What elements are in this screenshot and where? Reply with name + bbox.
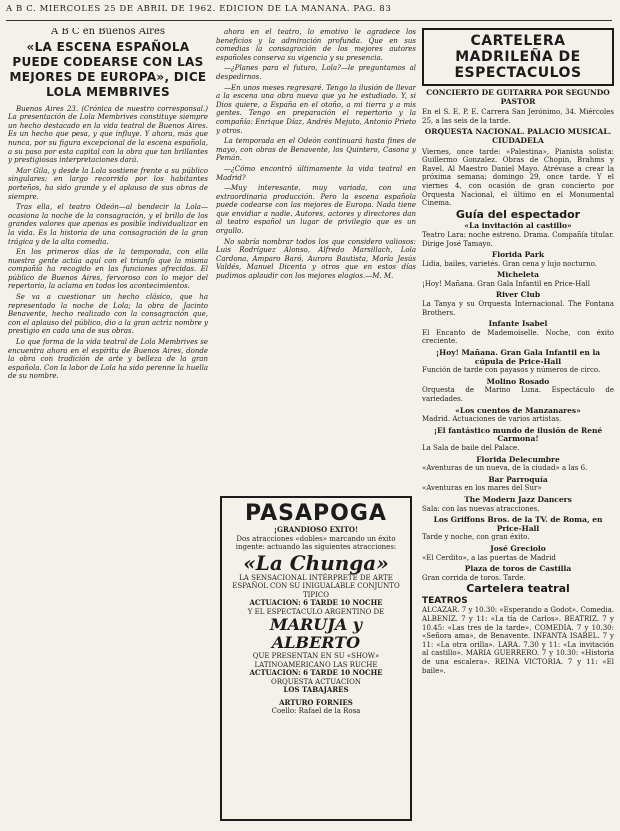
ad-line: ACTUACION: 6 TARDE 10 NOCHE [249,668,383,677]
listing-entry [422,565,614,582]
paragraph: La temporada en el Odeón continuará hasta fines de mayo, con obras de Benavente, los Quintero, Casona y Pemán. [216,137,416,163]
listing-text: «Aventuras en los mares del Sur» [422,484,542,493]
ad-footer: ARTURO FORNIES [279,697,353,707]
listing-entry [422,516,614,542]
article-body [8,105,208,381]
listing-text: Teatro Lara: noche estreno. Drama. Compañía titular. Dirige José Tamayo. [422,230,614,248]
listing-name: José Greciolo [490,543,546,553]
listing-entry [422,545,614,562]
paragraph: Tras ella, el teatro Odeón—al bendecir la Lola—ocasiona la noche de la consagración, y el brillo de los grandes valores que apenas es posible individualizar en la vida. Es la historia de una consagración de la gran trágica y de la alta comedia. [8,203,208,246]
article-headline: «LA ESCENA ESPAÑOLA PUEDE CODEARSE CON LAS MEJORES DE EUROPA», DICE LOLA MEMBRIVES [9,39,207,99]
listing-text: La Sala de baile del Palace. [422,443,520,452]
listing-name: Florida Delecumbre [476,454,560,464]
section-label: A B C en Buenos Aires [50,28,166,37]
page-header: A B C. MIERCOLES 25 DE ABRIL DE 1962. EDICION DE LA MAÑANA. PAG. 83 [6,4,612,21]
ad-line: LA SENSACIONAL INTÉRPRETE DE ARTE ESPAÑOL CON SU INIGUALABLE CONJUNTO TIPICO [232,573,400,599]
orquesta-info: Viernes, once tarde: «Palestina», Pianista solista: Guillermo Gonzalez. Obras de Chopin, Brahms y Ravel. Al Maestro Daniel Mayo. Atrévase a crear la próxima semana; domingo 29, once tarde. Y el viernes 4, con ocasión de gran concierto por Orquesta Nacional, el último en el Monumental Cinema. [422,147,614,208]
listing-name: Florida Park [491,250,545,260]
listing-name: Infante Isabel [488,319,548,329]
paragraph: En los primeros días de la temporada, con ella nuestra gente actúa aquí con el triunfo que la misma compañía ha recogido en las funciones ofrecidas. El público de Buenos Aires, fervoroso con lo mejor del repertorio, la aclama en todos los acontecimientos. [8,248,208,291]
listing-text: «El Cerdito», a las puertas de Madrid [422,553,556,562]
concert-title: CONCIERTO DE GUITARRA POR SEGUNDO PASTOR [426,88,610,106]
ad-line: Dos atracciones «dobles» marcando un éxito ingente: actuando las siguientes atracciones: [235,534,397,551]
listing-text: Madrid. Actuaciones de varios artistas. [422,415,562,424]
listing-text: Orquesta de Marino Luna. Espectáculo de variedades. [422,386,614,403]
paragraph: Lo que forma de la vida teatral de Lola Membrives se encuentra ahora en el espíritu de Buenos Aires, donde la obra con tradición de arte y belleza de la gran española. Con la labor de Lola ha sido perenne la huella de su nombre. [8,338,208,381]
listing-name: River Club [495,290,541,300]
listing-entry [422,222,614,248]
ad-line: QUE PRESENTAN EN SU «SHOW» LATINOAMERICANO LAS RUCHE [252,652,380,669]
column-2 [216,28,416,490]
listing-text: Lidia, bailes, varietés. Gran cena y lujo nocturno. [422,259,597,268]
listing-text: «Aventuras de un nueva, de la ciudad» a las 6. [422,464,588,473]
listing-entry [422,496,614,513]
column-3 [422,28,614,824]
column-1 [8,28,208,824]
paragraph: Se va a cuestionar un hecho clásico, que ha representado la noche de Lola; la obra de Jacinto Benavente, hecho realizado con la consagración que, con el aplauso del público, dio a la gran actriz nombre y prestigio en cada una de sus obras. [8,293,208,336]
teatros-label: TEATROS [422,595,468,606]
ad-star-maruja-alberto: MARUJA y ALBERTO [269,615,363,652]
listing-entry [422,251,614,268]
listing-text: La Tanya y su Orquesta Internacional. The Fontana Brothers. [422,300,614,317]
orquesta-title: ORQUESTA NACIONAL. PALACIO MUSICAL. CIUDADELA [424,127,612,145]
listing-text: ¡Hoy! Mañana. Gran Gala Infantil en Price-Hall [422,279,590,288]
listing-text: Función de tarde con payasos y números de circo. [422,366,601,375]
paragraph: ahora en el teatro, lo emotivo le agradece los beneficios y la admiración profunda. Que en sus comedias la consagración de los mejores autores españoles conserva su vigencia y su presencia. [216,28,416,62]
ad-line: LOS TABAJARES [283,685,349,694]
cartelera-title: CARTELERA MADRILEÑA DE ESPECTACULOS [454,33,582,81]
listing-name: Plaza de toros de Castilla [464,564,572,574]
ad-line: ORQUESTA ACTUACION [271,677,361,686]
listing-entry [422,378,614,404]
paragraph: —¿Planes para el futuro, Lola?—le preguntamos al despedirnos. [216,64,416,81]
listing-name: «Los cuentos de Manzanares» [455,405,581,415]
listing-entry [422,456,614,473]
ad-footer: Coello: Rafael de la Rosa [271,707,361,715]
ad-line: ACTUACION: 6 TARDE 10 NOCHE [249,598,383,607]
listing-text: Gran corrida de toros. Tarde. [422,573,526,582]
ad-line: ¡GRANDIOSO EXITO! [273,525,359,534]
listing-entry [422,427,614,453]
listing-entry [422,476,614,493]
concert-info: En el S. E. P. E. Carrera San Jerónimo, 34. Miércoles 25, a las seis de la tarde. [422,108,614,125]
listing-name: «La invitación al castillo» [464,221,572,231]
teatros-listing: ALCAZAR. 7 y 10.30: «Esperando a Godot». Comedia. ALBENIZ. 7 y 11: «La tía de Carlos». BEATRIZ. 7 y 10.45: «Las tres de la tarde». COMEDIA. 7 y 10.30: «Señora ama», de Benavente. INFANTA ISABEL. 7 y 11: «La otra orilla». LARA. 7.30 y 11: «La invitación al castillo». MARIA GUERRERO. 7 y 10.30: «Historia de una escalera». REINA VICTORIA. 7 y 11: «El baile». [422,606,614,675]
listing-entry [422,271,614,288]
listing-entry [422,407,614,424]
paragraph: —En unos meses regresaré. Tengo la ilusión de llevar a la escena una obra nueva que ya he estudiado. Y, si Dios quiere, a España en el otoño, a mi tierra y a mis gentes. Tengo en preparación el repertorio y la compañía: Enrique Díaz, Andrés Mejuto, Antonio Prieto y otros. [216,83,416,135]
ad-line: Y EL ESPECTACULO ARGENTINO DE [247,607,385,616]
ad-star-la-chunga: «La Chunga» [243,550,389,575]
listing-name: The Modern Jazz Dancers [464,494,572,504]
ad-brand: PASAPOGA [245,501,387,526]
listing-text: Tarde y noche, con gran éxito. [422,533,530,542]
listing-entry [422,349,614,375]
pasapoga-advertisement [220,496,412,821]
listing-name: ¡Hoy! Mañana. Gran Gala Infantil en la cúpula de Price-Hall [435,348,601,366]
listing-text: El Encanto de Mademoiselle. Noche, con éxito creciente. [422,328,614,346]
paragraph: —Muy interesante, muy variada, con una extraordinaria producción. Pero la escena española puede codearse con las mejores de Europa. Nada tiene que envidiar a nadie. Autores, actores y directores dan al teatro español un lugar de privilegio que es un orgullo. [216,184,416,236]
paragraph: —¿Cómo encontró últimamente la vida teatral en Madrid? [216,164,416,182]
paragraph: Mar Gila, y desde la Lola sostiene frente a su público singulares; en largo recorrido por los habitantes porteños, ha sido grande y el aplauso de sus obras de siempre. [8,166,208,201]
cartelera-header [422,28,614,86]
listing-name: Micheleta [497,270,539,280]
paragraph: Buenos Aires 23. (Crónica de nuestro corresponsal.) La presentación de Lola Membrives constituye siempre un hecho destacado en la vida teatral de Buenos Aires. Es un hecho que pesa, y que influye. Y ahora, más que nunca, por su figura excepcional de la escena española, a su paso por esta capital con la obra que tan brillantes y prestigiosas interpretaciones dará. [8,104,208,165]
listing-name: ¡El fantástico mundo de ilusión de René Carmona! [433,425,603,444]
cartelera-teatral-title: Cartelera teatral [466,582,570,596]
listing-name: Los Griffons Bros. de la TV. de Roma, en Price-Hall [433,515,603,533]
listing-entry [422,320,614,346]
listing-name: Molino Rosado [486,376,550,386]
listing-text: Sala: con las nuevas atracciones. [422,504,540,513]
listing-entry [422,291,614,317]
listing-name: Bar Parroquía [488,474,548,484]
paragraph: No sabría nombrar todos los que considero valiosos: Luis Rodríguez Alonso, Alfredo Marsillach, Lola Cardona, Amparo Baró, Aurora Bautista, María Jesús Valdés, Manuel Dicenta y otros que en estos días pudimos aplaudir con los mejores elogios.—M. M. [216,237,416,281]
guia-title: Guía del espectador [455,207,581,221]
article-body-continued [216,28,416,281]
